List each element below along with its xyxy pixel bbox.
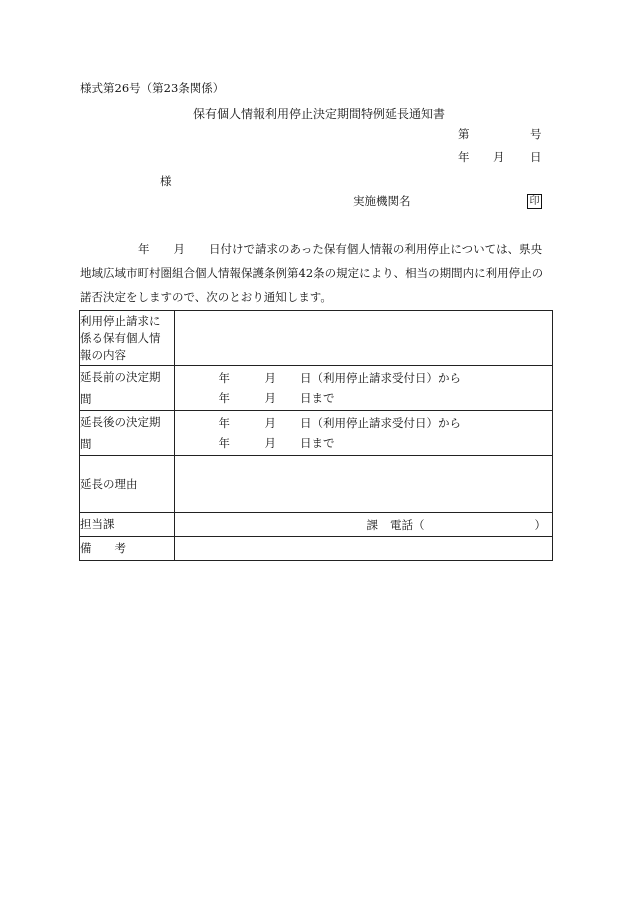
request-content-value: [175, 311, 553, 366]
body-line-2: 地域広域市町村圏組合個人情報保護条例第42条の規定により、相当の期間内に利用停止の: [80, 266, 544, 280]
remarks-label: 備 考: [80, 537, 175, 561]
remarks-value: [175, 537, 553, 561]
table-row: [80, 513, 553, 537]
number-prefix: 第: [458, 127, 470, 141]
extension-reason-value: [175, 456, 553, 513]
phone-close: ）: [534, 517, 546, 532]
table-row: [80, 411, 553, 456]
form-number: 様式第26号（第23条関係）: [80, 81, 225, 95]
period-before-value: 年 月 日（利用停止請求受付日）から 年 月 日まで: [175, 366, 553, 411]
department-suffix: 課: [366, 517, 378, 532]
department-label: 担当課: [80, 513, 175, 537]
agency-name-label: 実施機関名: [353, 194, 411, 208]
body-line-3: 諾否決定をしますので、次のとおり通知します。: [80, 290, 332, 304]
recipient-honorific: 様: [160, 174, 172, 188]
table-row: [80, 366, 553, 411]
document-title: 保有個人情報利用停止決定期間特例延長通知書: [193, 107, 446, 121]
date-month-label: 月: [493, 150, 505, 164]
seal-mark: 印: [527, 194, 542, 209]
body-year: 年: [138, 242, 150, 256]
notice-table: [79, 310, 553, 561]
number-suffix: 号: [530, 127, 542, 141]
period-before-label: 延長前の決定期間: [80, 366, 175, 411]
phone-label: 電話（: [390, 517, 425, 532]
extension-reason-label: 延長の理由: [80, 456, 175, 513]
table-row: [80, 311, 553, 366]
notice-body: [80, 237, 554, 309]
table-row: [80, 537, 553, 561]
body-line-1-text: 日付けで請求のあった保有個人情報の利用停止については、県央: [209, 242, 543, 256]
date-day-label: 日: [530, 150, 542, 164]
department-value: [175, 513, 553, 537]
request-content-label: 利用停止請求に係る保有個人情報の内容: [80, 311, 175, 366]
period-after-value: 年 月 日（利用停止請求受付日）から 年 月 日まで: [175, 411, 553, 456]
table-row: [80, 456, 553, 513]
date-year-label: 年: [458, 150, 470, 164]
body-line-1: [80, 237, 554, 261]
period-after-label: 延長後の決定期間: [80, 411, 175, 456]
body-month: 月: [173, 242, 185, 256]
